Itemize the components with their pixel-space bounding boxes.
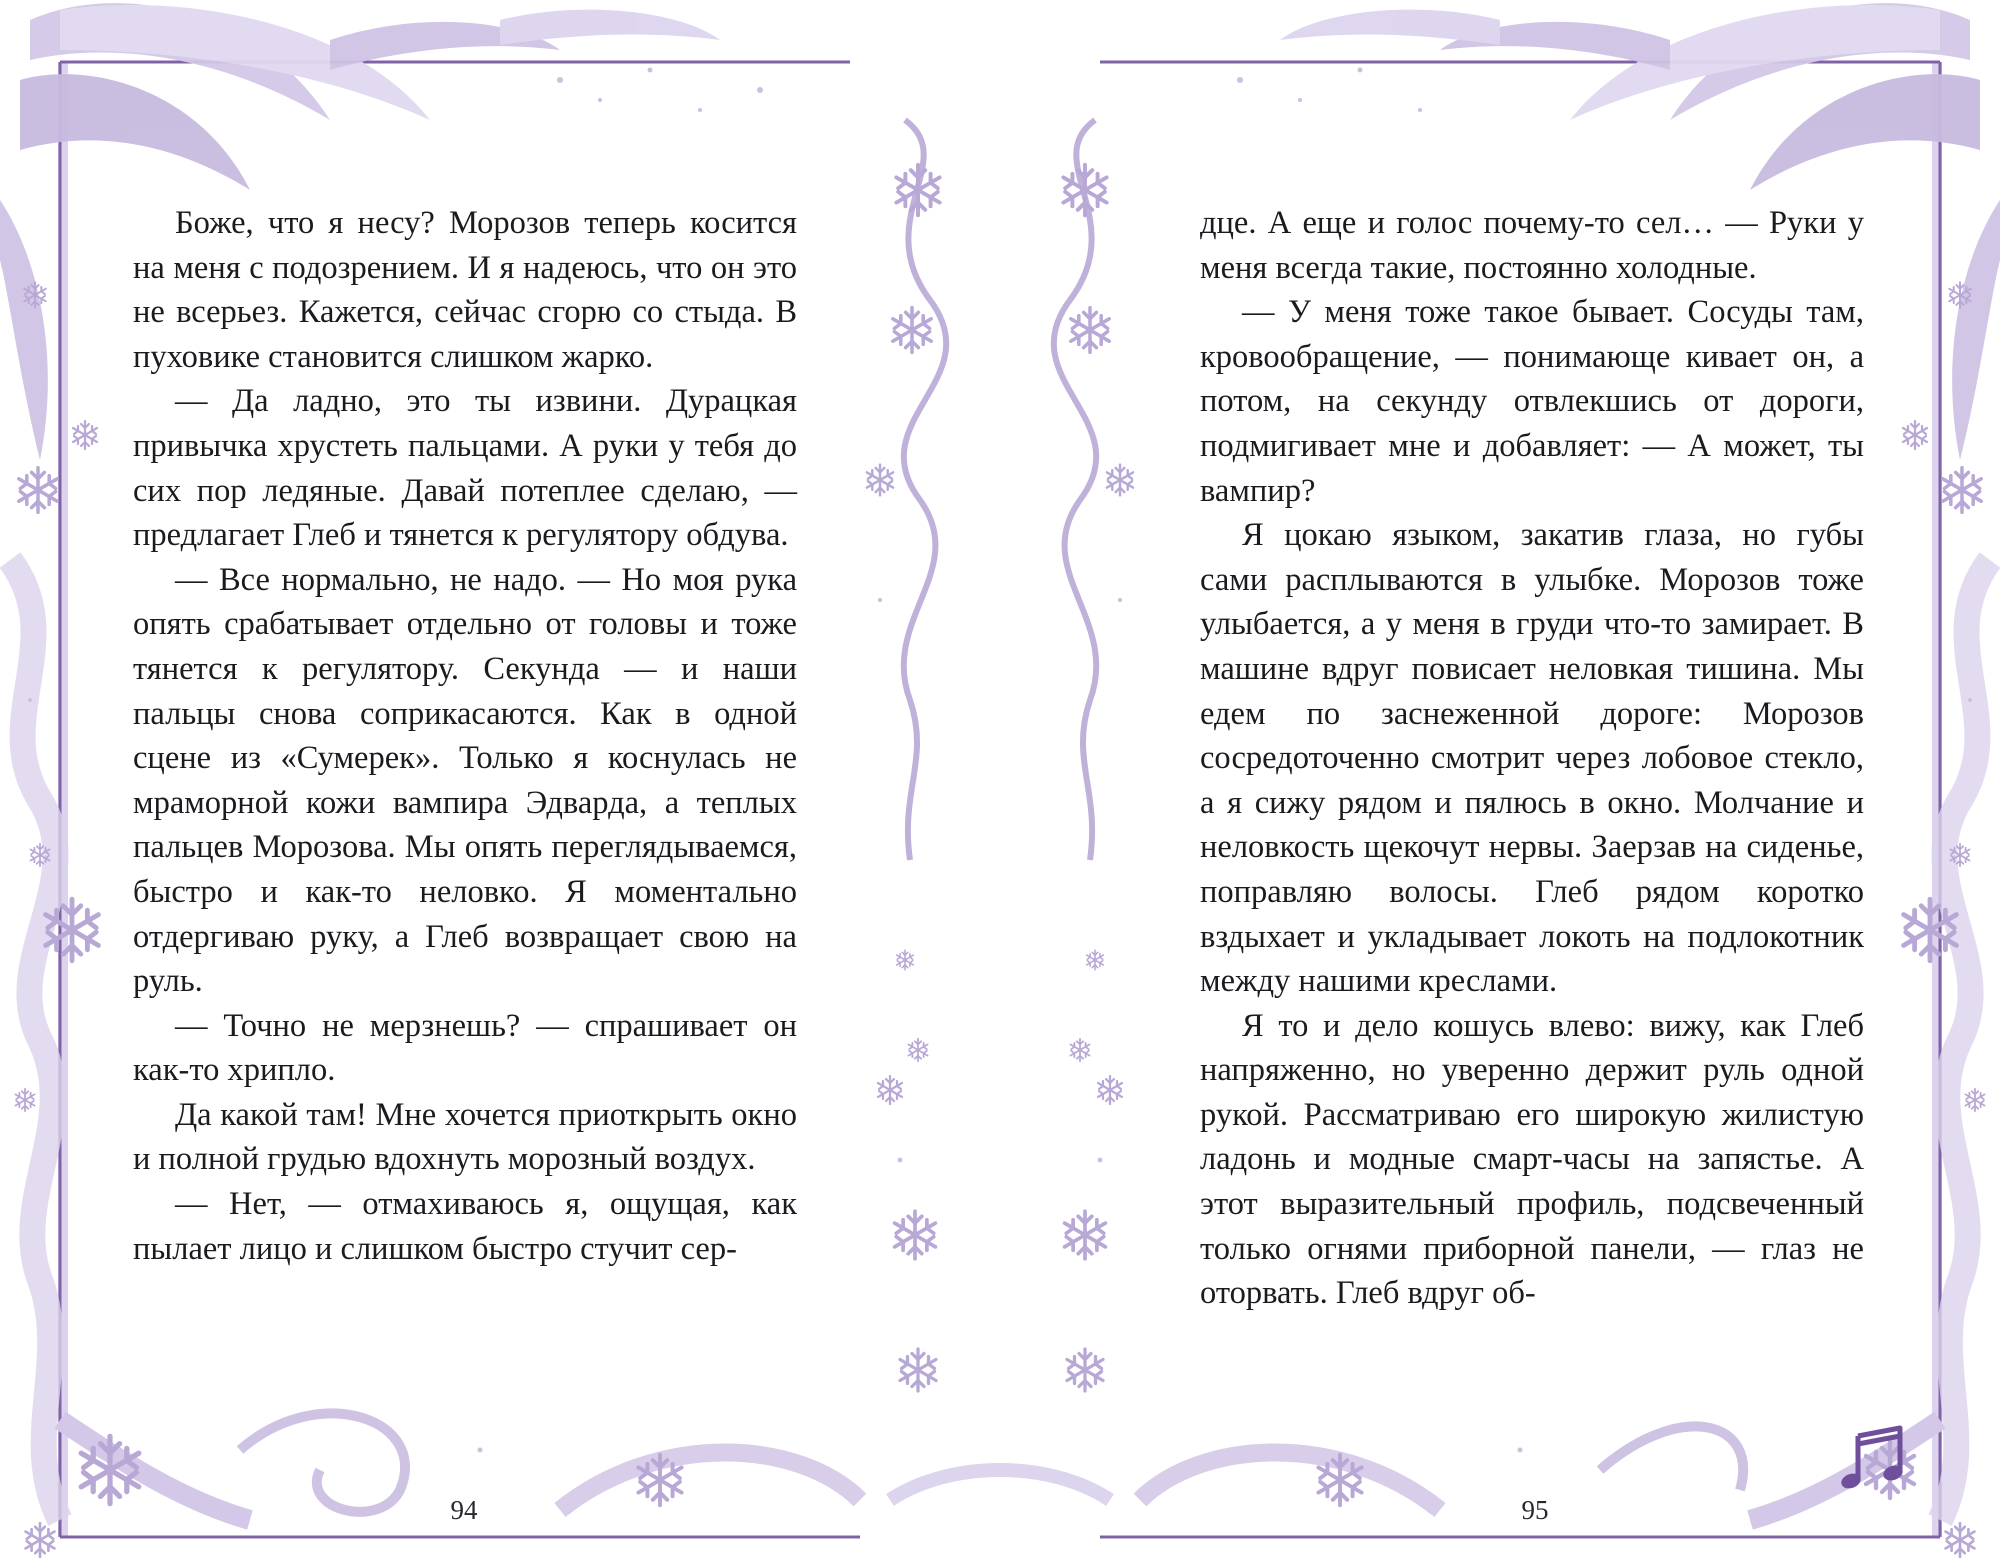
paragraph: — У меня тоже такое бывает. Сосуды там, кровообращение, — понимающе кивает он, а потом, на секунду отвлекшись от дороги, подмигивает мне и добавляет: — А может, ты вампир? [1200, 294, 1864, 509]
paragraph: Боже, что я несу? Морозов теперь косится на меня с подозрением. И я надеюсь, что он это не всерьез. Кажется, сейчас сгорю со стыда. В пуховике становится слишком жарко. [133, 205, 797, 375]
paragraph: Да какой там! Мне хочется приоткрыть окно и полной грудью вдохнуть морозный воздух. [133, 1096, 797, 1178]
paragraph-continuation: дце. А еще и голос почему-то сел… — Руки у меня всегда такие, постоянно холодные. [1200, 205, 1864, 286]
paragraph: Я то и дело кошусь влево: вижу, как Глеб напряженно, но уверенно держит руль одной рукой. Рассматриваю его широкую жилистую ладонь и модные смарт-часы на запястье. А этот выразительный профиль, подсвеченный только огнями приборной панели, — глаз не оторвать. Глеб вдруг об- [1200, 1007, 1864, 1312]
music-note-icon [1838, 1424, 1908, 1494]
page-number-right: 95 [1521, 1495, 1549, 1525]
paragraph: Я цокаю языком, закатив глаза, но губы сами расплываются в улыбке. Морозов тоже улыбается, а у меня в груди что-то замирает. В машине вдруг повисает неловкая тишина. Мы едем по заснеженной дороге: Морозов сосредоточенно смотрит через лобовое стекло, а я сижу рядом и пялюсь в окно. Молчание и неловкость щекочут нервы. Заерзав на сиденье, поправляю волосы. Глеб рядом коротко вздыхает и укладывает локоть на подлокотник между нашими креслами. [1200, 517, 1864, 1000]
paragraph: — Да ладно, это ты извини. Дурацкая привычка хрустеть пальцами. А руки у тебя до сих пор ледяные. Давай потеплее сделаю, — предлагает Глеб и тянется к регулятору обдува. [133, 383, 797, 554]
paragraph: — Все нормально, не надо. — Но моя рука опять срабатывает отдельно от головы и тоже тянется к регулятору. Секунда — и наши пальцы снова соприкасаются. Как в одной сцене из «Сумерек». Только я коснулась не мраморной кожи вампира Эдварда, а теплых пальцев Морозова. Мы опять переглядываемся, быстро и как-то неловко. Я моментально отдергиваю руку, а Глеб возвращает свою на руль. [133, 561, 797, 1000]
page-number-left: 94 [450, 1495, 478, 1525]
paragraph: — Нет, — отмахиваюсь я, ощущая, как пылает лицо и слишком быстро стучит сер- [133, 1186, 797, 1267]
paragraph: — Точно не мерзнешь? — спрашивает он как-то хрипло. [133, 1007, 797, 1089]
right-page-text [1200, 201, 1864, 1316]
